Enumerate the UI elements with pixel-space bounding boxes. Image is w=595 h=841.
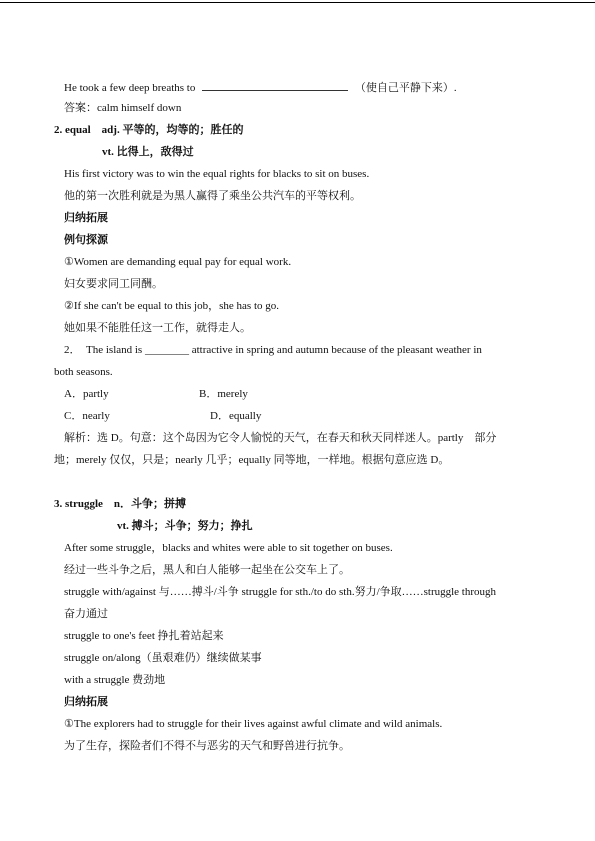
struggle-ex1-zh: 为了生存，探险者们不得不与恶劣的天气和野兽进行抗争。: [64, 740, 350, 752]
option-a: A．partly: [64, 388, 109, 400]
question-line-2: both seasons.: [54, 366, 113, 378]
sentence-before-blank: He took a few deep breaths to: [64, 82, 196, 94]
option-d: D．equally: [210, 410, 262, 422]
sentence-after-blank: （使自己平静下来）.: [354, 82, 457, 94]
equal-ex1-en: ①Women are demanding equal pay for equal work.: [64, 256, 292, 268]
equal-ex1-zh: 妇女要求同工同酬。: [64, 278, 163, 290]
heading-equal-vt: vt. 比得上，敌得过: [102, 146, 194, 158]
answer-line: 答案：calm himself down: [64, 102, 182, 114]
source-label: 例句探源: [64, 234, 108, 246]
struggle-summary-label: 归纳拓展: [64, 696, 108, 708]
struggle-example-en: After some struggle，blacks and whites were able to sit together on buses.: [64, 542, 393, 554]
equal-ex2-en: ②If she can't be equal to this job，she has to go.: [64, 300, 279, 312]
analysis-line-1: 解析：选 D。句意：这个岛因为它令人愉悦的天气，在春天和秋天同样迷人。partly 部分: [64, 432, 497, 444]
equal-example-zh: 他的第一次胜利就是为黑人赢得了乘坐公共汽车的平等权利。: [64, 190, 361, 202]
equal-ex2-zh: 她如果不能胜任这一工作，就得走人。: [64, 322, 251, 334]
summary-label: 归纳拓展: [64, 212, 108, 224]
struggle-example-zh: 经过一些斗争之后，黑人和白人能够一起坐在公交车上了。: [64, 564, 350, 576]
struggle-ex1-en: ①The explorers had to struggle for their lives against awful climate and wild animals.: [64, 718, 443, 730]
heading-struggle: 3. struggle n．斗争；拼搏: [54, 498, 186, 510]
phrase-line-1: struggle with/against 与……搏斗/斗争 struggle for sth./to do sth.努力/争取……struggle through: [64, 586, 497, 598]
phrase-line-3: struggle on/along（虽艰难仍）继续做某事: [64, 652, 262, 664]
analysis-line-2: 地；merely 仅仅，只是；nearly 几乎；equally 同等地，一样地。根据句意应选 D。: [54, 454, 450, 466]
heading-struggle-vt: vt. 搏斗；斗争；努力；挣扎: [117, 520, 253, 532]
page-top-rule: [0, 2, 595, 3]
question-line-1: 2． The island is ________ attractive in spring and autumn because of the pleasant weather in: [64, 344, 482, 356]
equal-example-en: His first victory was to win the equal rights for blacks to sit on buses.: [64, 168, 370, 180]
phrase-line-4: with a struggle 费劲地: [64, 674, 166, 686]
phrase-line-2: struggle to one's feet 挣扎着站起来: [64, 630, 224, 642]
heading-equal: 2. equal adj. 平等的，均等的；胜任的: [54, 124, 244, 136]
answer-blank: [202, 80, 348, 91]
option-c: C．nearly: [64, 410, 110, 422]
option-b: B．merely: [199, 388, 248, 400]
fill-blank-sentence: [64, 80, 457, 95]
phrase-line-1-cont: 奋力通过: [64, 608, 108, 620]
